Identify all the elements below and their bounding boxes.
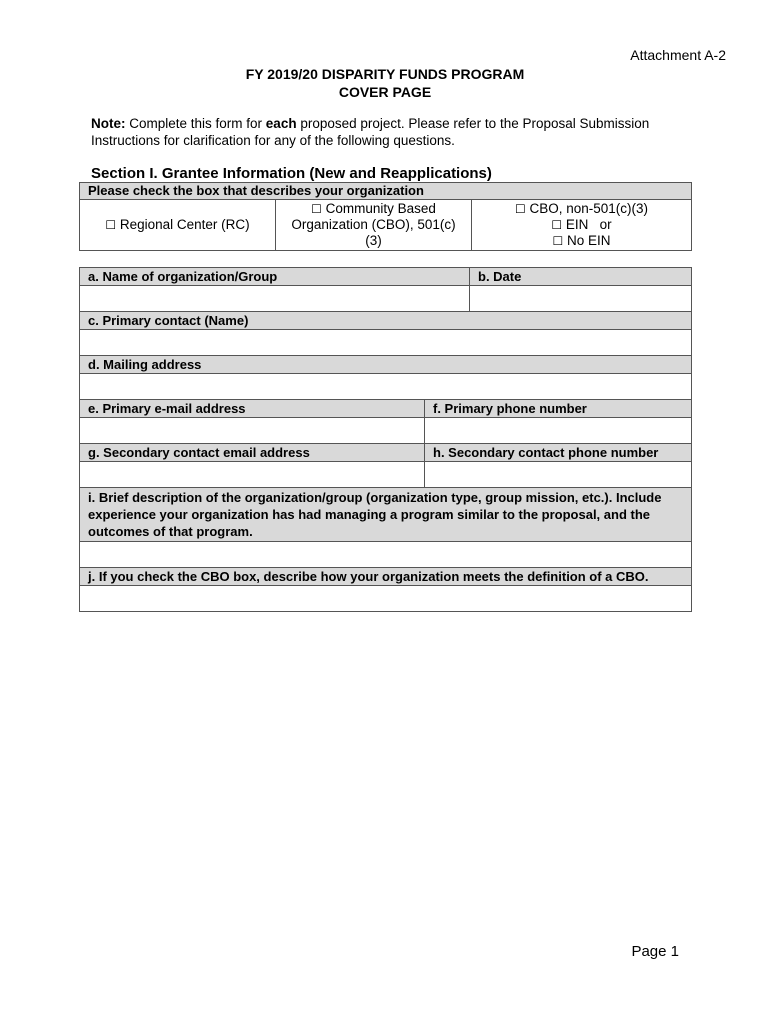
attachment-label: Attachment A-2 <box>630 47 726 63</box>
field-label-date: b. Date <box>470 268 692 286</box>
primary-email-field[interactable] <box>80 418 425 444</box>
checkbox-cbo-non-501c3[interactable]: ☐ <box>514 202 526 216</box>
field-label-primary-contact: c. Primary contact (Name) <box>80 312 692 330</box>
note-text-before: Complete this form for <box>125 116 266 131</box>
note-paragraph <box>91 115 691 149</box>
checkbox-ein[interactable]: ☐ <box>551 218 563 232</box>
field-label-secondary-phone: h. Secondary contact phone number <box>425 444 692 462</box>
note-emphasis: each <box>265 116 297 131</box>
field-label-description: i. Brief description of the organization/group (organization type, group mission, etc.). Include experience your organization has had managing a program similar to the proposal, and the outcomes of that program. <box>80 488 692 542</box>
secondary-email-field[interactable] <box>80 462 425 488</box>
primary-contact-field[interactable] <box>80 330 692 356</box>
cbo-definition-field[interactable] <box>80 586 692 612</box>
option-cbo-501c3-line3: (3) <box>365 233 382 248</box>
option-cbo-non-501c3[interactable] <box>472 200 692 251</box>
date-field[interactable] <box>470 286 692 312</box>
org-type-header: Please check the box that describes your organization <box>80 183 692 200</box>
field-label-primary-email: e. Primary e-mail address <box>80 400 425 418</box>
option-cbo-501c3[interactable] <box>276 200 472 251</box>
section-heading: Section I. Grantee Information (New and Reapplications) <box>91 165 492 182</box>
checkbox-regional-center[interactable]: ☐ <box>105 218 117 232</box>
title-line-2: COVER PAGE <box>338 84 432 100</box>
org-name-field[interactable] <box>80 286 470 312</box>
description-field[interactable] <box>80 542 692 568</box>
option-cbo-non-501c3-label: CBO, non-501(c)(3) <box>529 201 649 216</box>
note-text-after: proposed project. Please refer to the Proposal Submission Instructions for clarification for any of the following questions. <box>91 116 650 148</box>
option-regional-center[interactable] <box>80 200 276 251</box>
option-no-ein-label: No EIN <box>567 233 611 248</box>
secondary-phone-field[interactable] <box>425 462 692 488</box>
option-ein-label: EIN or <box>565 217 612 232</box>
mailing-address-field[interactable] <box>80 374 692 400</box>
field-label-mailing-address: d. Mailing address <box>80 356 692 374</box>
field-label-primary-phone: f. Primary phone number <box>425 400 692 418</box>
primary-phone-field[interactable] <box>425 418 692 444</box>
field-label-secondary-email: g. Secondary contact email address <box>80 444 425 462</box>
field-label-cbo-definition: j. If you check the CBO box, describe how your organization meets the definition of a CBO. <box>80 568 692 586</box>
option-regional-center-label: Regional Center (RC) <box>119 217 250 232</box>
grantee-info-table <box>79 267 692 612</box>
option-cbo-501c3-line1: Community Based <box>325 201 436 216</box>
checkbox-cbo-501c3[interactable]: ☐ <box>311 202 322 216</box>
title-line-1: FY 2019/20 DISPARITY FUNDS PROGRAM <box>245 66 525 82</box>
org-type-table <box>79 182 692 251</box>
page-title <box>0 65 770 101</box>
field-label-org-name: a. Name of organization/Group <box>80 268 470 286</box>
option-cbo-501c3-line2: Organization (CBO), 501(c) <box>291 217 456 232</box>
note-label: Note: <box>91 116 126 131</box>
page-number: Page 1 <box>631 943 679 960</box>
checkbox-no-ein[interactable]: ☐ <box>552 234 564 248</box>
